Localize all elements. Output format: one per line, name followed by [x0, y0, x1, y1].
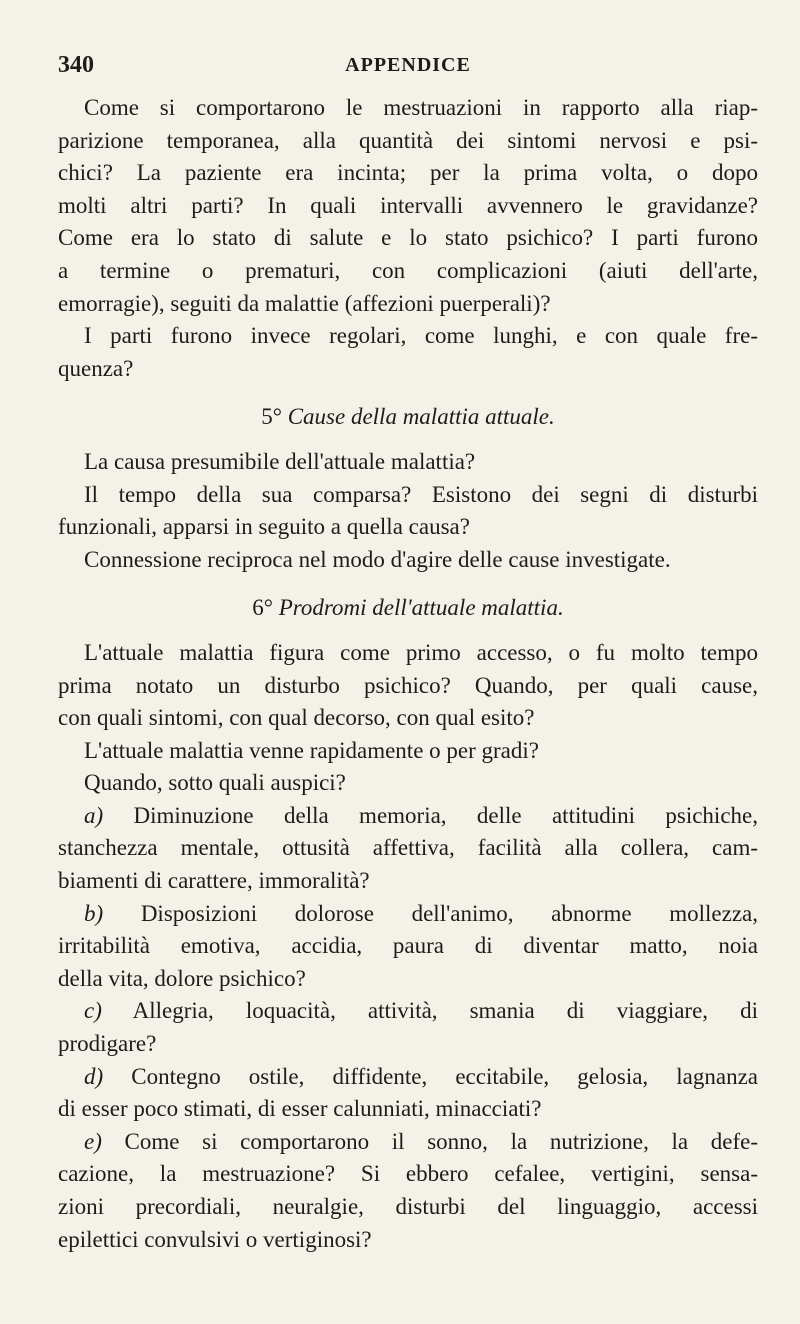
list-item	[58, 995, 758, 1060]
item-letter: c)	[84, 998, 102, 1024]
text-line: Connessione reciproca nel modo d'agire delle cause investigate.	[84, 546, 671, 572]
paragraph	[58, 637, 758, 735]
page-number: 340	[58, 52, 94, 78]
text-line: La causa presumibile dell'attuale malattia?	[84, 448, 476, 474]
list-item	[58, 1061, 758, 1126]
item-first-line	[58, 898, 758, 931]
paragraph	[58, 320, 758, 385]
text-line: zioni precordiali, neuralgie, disturbi del linguaggio, accessi	[58, 1194, 758, 1219]
list-item	[58, 1126, 758, 1256]
paragraph	[58, 767, 758, 800]
text-line: stanchezza mentale, ottusità affettiva, facilità alla collera, cam-	[58, 835, 758, 861]
item-first-line	[58, 1126, 758, 1159]
paragraph	[58, 92, 758, 320]
section-heading-5	[58, 401, 758, 434]
item-text: Contegno ostile, diffidente, eccitabile, gelosia, lagnanza	[103, 1063, 758, 1089]
text-line: emorragie), seguiti da malattie (affezioni puerperali)?	[58, 290, 551, 316]
text-line: di esser poco stimati, di esser calunniati, minacciati?	[58, 1096, 542, 1122]
running-head: APPENDICE	[345, 54, 471, 76]
text-line: irritabilità emotiva, accidia, paura di diventar matto, noia	[58, 933, 758, 959]
item-letter: b)	[84, 900, 104, 926]
section-heading-6	[58, 592, 758, 625]
page-header	[58, 52, 758, 82]
item-text: Disposizioni dolorose dell'animo, abnorme mollezza,	[103, 900, 758, 926]
page-body	[58, 92, 758, 1256]
text-line: epilettici convulsivi o vertiginosi?	[58, 1226, 372, 1252]
text-line: prodigare?	[58, 1031, 157, 1057]
text-line: parizione temporanea, alla quantità dei sintomi nervosi e psi-	[58, 127, 758, 153]
text-line: L'attuale malattia venne rapidamente o per gradi?	[84, 737, 539, 763]
item-first-line	[58, 995, 758, 1028]
item-letter: a)	[84, 802, 104, 828]
text-line: Come era lo stato di salute e lo stato psichico? I parti furono	[58, 225, 758, 251]
text-line: prima notato un disturbo psichico? Quando, per quali cause,	[58, 672, 758, 698]
text-line: biamenti di carattere, immoralità?	[58, 868, 370, 894]
text-line: Quando, sotto quali auspici?	[84, 770, 346, 796]
text-line: della vita, dolore psichico?	[58, 965, 306, 991]
list-item	[58, 800, 758, 898]
paragraph	[58, 544, 758, 577]
text-line: Il tempo della sua comparsa? Esistono dei segni di disturbi	[84, 481, 758, 507]
paragraph	[58, 446, 758, 479]
text-line: Come si comportarono le mestruazioni in rapporto alla riap-	[84, 95, 758, 120]
text-line: I parti furono invece regolari, come lunghi, e con quale fre-	[84, 323, 758, 349]
item-first-line	[58, 800, 758, 833]
text-line: chici? La paziente era incinta; per la prima volta, o dopo	[58, 160, 758, 186]
text-line: a termine o prematuri, con complicazioni (aiuti dell'arte,	[58, 257, 758, 283]
section-title: Prodromi dell'attuale malattia.	[278, 595, 564, 621]
text-line: cazione, la mestruazione? Si ebbero cefalee, vertigini, sensa-	[58, 1161, 758, 1187]
section-number: 6°	[252, 595, 273, 621]
section-number: 5°	[261, 404, 282, 430]
item-letter: d)	[84, 1063, 104, 1089]
text-line: molti altri parti? In quali intervalli avvennero le gravidanze?	[58, 192, 758, 218]
item-letter: e)	[84, 1128, 102, 1154]
item-text: Come si comportarono il sonno, la nutrizione, la defe-	[101, 1128, 758, 1154]
list-item	[58, 898, 758, 996]
paragraph	[58, 735, 758, 768]
text-line: L'attuale malattia figura come primo accesso, o fu molto tempo	[84, 639, 758, 665]
item-text: Diminuzione della memoria, delle attitudini psichiche,	[103, 802, 758, 828]
paragraph	[58, 479, 758, 544]
section-title: Cause della malattia attuale.	[287, 404, 555, 430]
text-line: funzionali, apparsi in seguito a quella causa?	[58, 514, 470, 540]
text-line: con quali sintomi, con qual decorso, con qual esito?	[58, 705, 535, 731]
text-line: quenza?	[58, 355, 134, 381]
item-first-line	[58, 1061, 758, 1094]
item-text: Allegria, loquacità, attività, smania di viaggiare, di	[101, 998, 758, 1024]
